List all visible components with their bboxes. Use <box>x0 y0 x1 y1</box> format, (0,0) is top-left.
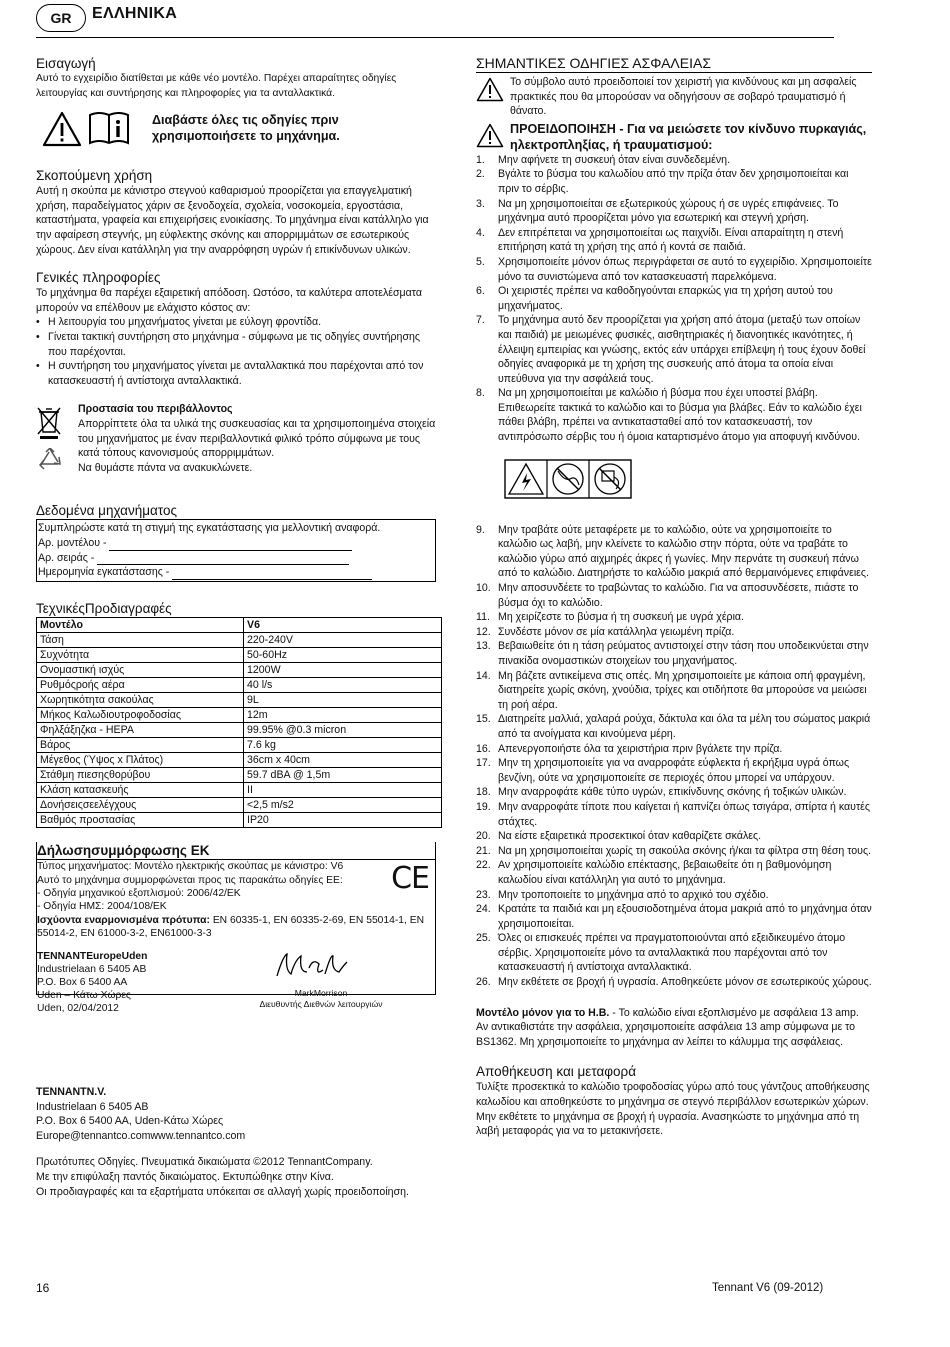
general-info-title: Γενικές πληροφορίες <box>36 270 161 286</box>
storage-title: Αποθήκευση και μεταφορά <box>476 1064 637 1080</box>
signer-name: MarkMorrison <box>294 988 348 999</box>
general-info-bullet: • Γίνεται τακτική συντήρηση στο μηχάνημα - σύμφωνα με τις οδηγίες συντήρησης που παρέχονται. <box>36 330 436 359</box>
specs-table <box>36 617 442 828</box>
serial-label: Αρ. σειράς - <box>38 551 95 564</box>
instruction-text: Το μηχάνημα αυτό δεν προορίζεται για χρήση από άτομα (μεταξύ των οποίων και παιδιά) με μειωμένες φυσικές, αισθητηριακές ή διανοητικές ικανότητες, ή έλλειψη εμπειρίας και γνώσης, εκτός εάν υπάρχει επίβλεψη ή τους έχουν δοθεί οδηγίες αναφορικά με τη χρήση της συσκευής από άτομα τα οποία είναι υπεύθυνα για την ασφάλειά τους. <box>498 314 866 385</box>
instruction-text: Απενεργοποιήστε όλα τα χειριστήρια πριν βγάλετε την πρίζα. <box>498 742 783 755</box>
ec-line: - Οδηγία ΗΜΣ: 2004/108/ΕΚ <box>37 901 167 913</box>
safety-instruction <box>476 625 872 640</box>
instruction-number: 16. <box>476 742 491 755</box>
safety-list-a <box>476 153 872 445</box>
instruction-number: 9. <box>476 523 485 536</box>
environment-block <box>36 402 436 486</box>
spec-row <box>37 633 442 648</box>
ec-address-line: P.O. Box 6 5400 AA <box>37 977 128 989</box>
instruction-number: 5. <box>476 255 485 268</box>
spec-label: Μήκος Καλωδιουτροφοδοσίας <box>37 708 244 723</box>
instruction-text: Χρησιμοποιείτε μόνον όπως περιγράφεται σε αυτό το εγχειρίδιο. Χρησιμοποιείτε μόνο τα συνιστώμενα από τον κατασκευαστή παρελκόμενα. <box>498 255 872 283</box>
uk-model-label: Μοντέλο μόνον για το Η.Β. <box>476 1006 610 1019</box>
intro-title: Εισαγωγή <box>36 56 96 71</box>
spec-label: Μοντέλο <box>37 618 244 633</box>
spec-row <box>37 783 442 798</box>
intro-text: Αυτό το εγχειρίδιο διατίθεται με κάθε νέο μοντέλο. Παρέχει απαραίτητες οδηγίες λειτουργίας και συντήρησης και πληροφορίες για τα ανταλλακτικά. <box>36 73 397 99</box>
warning-triangle-icon <box>476 77 504 102</box>
tennant-nv-line: Industrielaan 6 5405 AB <box>36 1100 149 1113</box>
spec-row <box>37 753 442 768</box>
machine-data-box <box>36 520 436 582</box>
safety-instruction <box>476 153 872 168</box>
signature-image <box>273 950 353 982</box>
language-title: ΕΛΛΗΝΙΚΑ <box>92 5 178 22</box>
spec-label: Στάθμη πιεσηςθορύβου <box>37 768 244 783</box>
instruction-text: Αν χρησιμοποιείτε καλώδιο επέκτασης, βεβαιωθείτε ότι η βαθμονόμηση καλωδίου είναι κατάλληλη για αυτό το μηχάνημα. <box>498 859 832 886</box>
instruction-number: 3. <box>476 197 485 210</box>
specs-title: ΤεχνικέςΠροδιαγραφές <box>36 601 172 617</box>
cord-hazard-pictograms-icon <box>504 459 632 499</box>
instruction-text: Μην τραβάτε ούτε μεταφέρετε με το καλώδιο, ούτε να χρησιμοποιείτε το καλώδιο ως λαβή, μην κλείνετε το καλώδιο στην πόρτα, ούτε να τραβάτε το καλώδιο γύρω από αιχμηρές άκρες ή γωνίες. Μην περνάτε τη συσκευή πάνω από το καλώδιο. Διατηρήστε το καλώδιο μακριά από θερμαινόμενες επιφάνειες. <box>498 523 869 580</box>
environment-recycle: Να θυμάστε πάντα να ανακυκλώνετε. <box>78 461 253 474</box>
general-info-text: Το μηχάνημα θα παρέχει εξαιρετική απόδοση. Ωστόσο, τα καλύτερα αποτελέσματα μπορούν να επέλθουν με ελάχιστο κόστος αν: <box>36 287 422 314</box>
machine-data-intro: Συμπληρώστε κατά τη στιγμή της εγκατάστασης για μελλοντική αναφορά. <box>38 522 381 535</box>
tennant-nv-line: Europe@tennantco.comwww.tennantco.com <box>36 1129 246 1142</box>
instruction-number: 18. <box>476 786 491 799</box>
instruction-text: Δεν επιτρέπεται να χρησιμοποιείται ως παιχνίδι. Είναι απαραίτητη η στενή επιτήρηση κατά τη χρήση της από ή κοντά σε παιδιά. <box>498 226 844 254</box>
instruction-number: 24. <box>476 903 491 916</box>
warning-triangle-icon <box>42 111 82 147</box>
instruction-number: 10. <box>476 582 491 595</box>
environment-text: Απορρίπτετε όλα τα υλικά της συσκευασίας και τα χρησιμοποιημένα στοιχεία του μηχανήματος με έναν περιβαλλοντικά φιλικό τρόπο σύμφωνα με τους κατά τόπους κανονισμούς απορριμμάτων. <box>78 417 436 460</box>
spec-value: <2,5 m/s2 <box>244 798 442 813</box>
instruction-text: Διατηρείτε μαλλιά, χαλαρά ρούχα, δάκτυλα και όλα τα μέλη του σώματος μακριά από τα ανοίγματα και κινούμενα μέρη. <box>498 713 871 740</box>
spec-value: 9L <box>244 693 442 708</box>
spec-value: 59.7 dBA @ 1,5m <box>244 768 442 783</box>
general-info-bullet: • Η λειτουργία του μηχανήματος γίνεται με εύλογη φροντίδα. <box>36 315 436 330</box>
spec-value: 1200W <box>244 663 442 678</box>
spec-row <box>37 678 442 693</box>
tennant-nv-block <box>36 1085 446 1199</box>
instruction-text: Κρατάτε τα παιδιά και μη εξουσιοδοτημένα άτομα μακριά από το μηχάνημα όταν χρησιμοποιείται. <box>498 903 872 930</box>
safety-warning: ΠΡΟΕΙΔΟΠΟΙΗΣΗ - Για να μειώσετε τον κίνδυνο πυρκαγιάς, ηλεκτροπληξίας, ή τραυματισμού: <box>510 121 867 152</box>
install-date-field <box>172 579 372 580</box>
copyright-line: Πρωτότυπες Οδηγίες. Πνευματικά δικαιώματα ©2012 TennantCompany. <box>36 1156 373 1169</box>
cord-warning-pictograms <box>476 453 872 523</box>
tennant-nv-line: P.O. Box 6 5400 AA, Uden-Κάτω Χώρες <box>36 1115 224 1128</box>
instruction-text: Μην εκθέτετε σε βροχή ή υγρασία. Αποθηκεύετε μόνον σε εσωτερικούς χώρους. <box>498 976 872 989</box>
uk-model-note <box>476 1006 872 1050</box>
general-info-bullet: • Η συντήρηση του μηχανήματος γίνεται με ανταλλακτικά που παρέχονται από τον κατασκευαστή ή αντίστοιχα ανταλλακτικά. <box>36 359 436 388</box>
ec-address-line: Uden, 02/04/2012 <box>37 1003 119 1015</box>
spec-row <box>37 648 442 663</box>
safety-instruction <box>476 931 872 975</box>
read-manual-icon <box>88 111 130 145</box>
ec-address-line: Uden – Κάτω Χώρες <box>37 990 131 1002</box>
left-column <box>36 55 436 1015</box>
ec-company: TENNANTEuropeUden <box>37 951 148 963</box>
instruction-number: 22. <box>476 859 491 872</box>
spec-row <box>37 813 442 828</box>
spec-value: 50-60Hz <box>244 648 442 663</box>
spec-label: Ονομαστική ισχύς <box>37 663 244 678</box>
safety-instruction <box>476 581 872 610</box>
safety-title: ΣΗΜΑΝΤΙΚΕΣ ΟΔΗΓΙΕΣ ΑΣΦΑΛΕΙΑΣ <box>476 55 872 73</box>
safety-instruction <box>476 226 872 255</box>
safety-list-b <box>476 523 872 990</box>
machine-data-title: Δεδομένα μηχανήματος <box>36 502 436 520</box>
safety-instruction <box>476 975 872 990</box>
spec-value: 36cm x 40cm <box>244 753 442 768</box>
spec-label: Κλάση κατασκευής <box>37 783 244 798</box>
instruction-text: Μη βάζετε αντικείμενα στις οπές. Μη χρησιμοποιείτε με κάποια οπή φραγμένη, διατηρείτε χωρίς σκόνη, χνούδια, τρίχες και οτιδήποτε θα μπορούσε να μειώσει τη ροή αέρα. <box>498 669 867 711</box>
instruction-number: 17. <box>476 757 491 770</box>
install-date-label: Ημερομηνία εγκατάστασης - <box>38 566 170 579</box>
spec-row <box>37 693 442 708</box>
spec-label: Συχνότητα <box>37 648 244 663</box>
ec-standards-label: Ισχύοντα εναρμονισμένα πρότυπα: <box>37 914 210 926</box>
spec-value: IP20 <box>244 813 442 828</box>
spec-row <box>37 618 442 633</box>
page-number: 16 <box>36 1281 50 1295</box>
instruction-number: 19. <box>476 800 491 813</box>
spec-row <box>37 723 442 738</box>
instruction-text: Όλες οι επισκευές πρέπει να πραγματοποιούνται από εξειδικευμένο άτομο σέρβις. Χρησιμοποιείτε μόνο τα ανταλλακτικά που παρέχονται από τον κατασκευαστή ή αντίστοιχα ανταλλακτικά. <box>498 932 846 974</box>
ec-line: Τύπος μηχανήματος: Μοντέλο ηλεκτρικής σκούπας με κάνιστρο: V6 <box>37 861 344 873</box>
safety-instruction <box>476 742 872 757</box>
model-label: Αρ. μοντέλου - <box>38 536 107 549</box>
safety-instruction <box>476 255 872 284</box>
safety-instruction <box>476 610 872 625</box>
instruction-number: 14. <box>476 669 491 682</box>
safety-instruction <box>476 639 872 668</box>
safety-instruction <box>476 313 872 386</box>
recycle-icon <box>36 448 64 474</box>
safety-instruction <box>476 712 872 741</box>
safety-instruction <box>476 167 872 196</box>
instruction-number: 26. <box>476 976 491 989</box>
instruction-text: Να μη χρησιμοποιείται με καλώδιο ή βύσμα που έχει υποστεί βλάβη. Επιθεωρείτε τακτικά το καλώδιο και το βύσμα για βλάβες. Εάν το καλώδιο έχει πάθει βλάβη, πρέπει να αντικατασταθεί από τον κατασκευαστή, τον αντιπρόσωπο σέρβις του ή όμοια καταρτισμένο άτομο για αποφυγή κινδύνου. <box>498 387 862 444</box>
instruction-number: 7. <box>476 314 485 327</box>
intended-use-text: Αυτή η σκούπα με κάνιστρο στεγνού καθαρισμού προορίζεται για επαγγελματική χρήση, παραδείγματος χάριν σε ξενοδοχεία, σχολεία, νοσοκομεία, εργοστάσια, καταστήματα, γραφεία και επιχειρήσεις ενοικίασης. Το μηχάνημα είναι κατάλληλο για την αφαίρεση στεγνής, μη εύφλεκτης σκόνης και απορριμμάτων σε εσωτερικούς χώρους. Δεν είναι κατάλληλη για την αναρρόφηση υγρών ή επικίνδυνων υλικών. <box>36 185 429 256</box>
spec-value: 220-240V <box>244 633 442 648</box>
instruction-text: Μη χειρίζεστε το βύσμα ή τη συσκευή με υγρά χέρια. <box>498 611 744 624</box>
safety-symbol-text: Το σύμβολο αυτό προειδοποιεί τον χειριστή για κινδύνους και μη ασφαλείς πρακτικές που θα μπορούσαν να οδηγήσουν σε σοβαρό τραυματισμό ή θάνατο. <box>510 76 857 118</box>
spec-row <box>37 663 442 678</box>
spec-label: Βάρος <box>37 738 244 753</box>
spec-row <box>37 768 442 783</box>
safety-instruction <box>476 785 872 800</box>
safety-warning-row <box>476 121 872 153</box>
instruction-text: Βεβαιωθείτε ότι η τάση ρεύματος αντιστοιχεί στην τάση που υποδεικνύεται στην πινακίδα ονομαστικών στοιχείων του μηχανήματος. <box>498 640 869 667</box>
instruction-text: Μην αποσυνδέετε το τραβώντας το καλώδιο. Για να αποσυνδέσετε, πιάστε το βύσμα όχι το καλώδιο. <box>498 582 859 609</box>
spec-value: 12m <box>244 708 442 723</box>
instruction-text: Οι χειριστές πρέπει να καθοδηγούνται επαρκώς για τη χρήση αυτού του μηχανήματος. <box>498 285 833 312</box>
instruction-number: 1. <box>476 153 485 166</box>
storage-text: Τυλίξτε προσεκτικά το καλώδιο τροφοδοσίας γύρω από τους γάντζους αποθήκευσης καλωδίου και αποθηκεύστε το μηχάνημα σε στεγνό περιβάλλον εσωτερικών χώρων. Μην εκθέτετε το μηχάνημα σε βροχή ή υγρασία. Ανασηκώστε το μηχάνημα από τη λαβή μεταφοράς για να το μετακινήσετε. <box>476 1081 870 1138</box>
spec-value: 99.95% @0.3 micron <box>244 723 442 738</box>
instruction-number: 20. <box>476 830 491 843</box>
instruction-number: 4. <box>476 226 485 239</box>
instruction-text: Συνδέστε μόνον σε μία κατάλληλα γειωμένη πρίζα. <box>498 625 735 638</box>
instruction-text: Να μη χρησιμοποιείται σε εξωτερικούς χώρους ή σε υγρές επιφάνειες. Το μηχάνημα αυτό προορίζεται μόνο για εσωτερική και στεγνή χρήση. <box>498 197 839 225</box>
spec-label: Τάση <box>37 633 244 648</box>
instruction-number: 13. <box>476 640 491 653</box>
spec-label: Μέγεθος (Ύψος x Πλάτος) <box>37 753 244 768</box>
instruction-number: 6. <box>476 285 485 298</box>
warning-triangle-icon <box>476 123 504 148</box>
spec-row <box>37 798 442 813</box>
instruction-text: Μην αναρροφάτε τίποτε που καίγεται ή καπνίζει όπως τσιγάρα, σπίρτα ή καυτές στάχτες. <box>498 800 870 828</box>
safety-instruction <box>476 844 872 859</box>
instruction-number: 23. <box>476 888 491 901</box>
spec-value: 7.6 kg <box>244 738 442 753</box>
header-rule <box>36 37 834 38</box>
instruction-number: 15. <box>476 713 491 726</box>
instruction-text: Μην αναρροφάτε κάθε τύπο υγρών, επικίνδυνης σκόνης ή τοξικών υλικών. <box>498 786 847 799</box>
spec-label: Χωρητικότητα σακούλας <box>37 693 244 708</box>
read-all-notice: Διαβάστε όλες τις οδηγίες πριν χρησιμοποιήσετε το μηχάνημα. <box>152 113 340 144</box>
spec-value: II <box>244 783 442 798</box>
ec-line: - Οδηγία μηχανικού εξοπλισμού: 2006/42/ΕΚ <box>37 887 241 899</box>
instruction-text: Να είστε εξαιρετικά προσεκτικοί όταν καθαρίζετε σκάλες. <box>498 830 762 843</box>
instruction-number: 8. <box>476 387 485 400</box>
safety-instruction <box>476 386 872 444</box>
safety-instruction <box>476 800 872 829</box>
copyright-line: Με την επιφύλαξη παντός δικαιώματος. Εκτυπώθηκε στην Κίνα. <box>36 1170 334 1183</box>
ce-mark-icon: CE <box>391 861 429 897</box>
spec-label: Βαθμός προστασίας <box>37 813 244 828</box>
spec-value: V6 <box>244 618 442 633</box>
uk-model-text: - Το καλώδιο είναι εξοπλισμένο με ασφάλεια 13 amp. Αν αντικαθιστάτε την ασφάλεια, χρησιμοποιείτε ασφάλεια 13 amp σύμφωνα με το BS1362. Μη χρησιμοποιείτε το μηχάνημα αν λείπει το κάλυμμα της ασφάλειας. <box>476 1006 859 1048</box>
ec-address-line: Industrielaan 6 5405 AB <box>37 964 147 976</box>
doc-reference: Tennant V6 (09-2012) <box>712 1282 824 1294</box>
right-column <box>476 55 872 1139</box>
environment-title: Προστασία του περιβάλλοντος <box>78 403 233 416</box>
spec-value: 40 l/s <box>244 678 442 693</box>
copyright-line: Οι προδιαγραφές και τα εξαρτήματα υπόκειται σε αλλαγή χωρίς προειδοποίηση. <box>36 1185 409 1198</box>
instruction-number: 25. <box>476 932 491 945</box>
instruction-text: Μην τη χρησιμοποιείτε για να αναρροφάτε εύφλεκτα ή εκρήξιμα υγρά όπως βενζίνη, ούτε να χρησιμοποιείτε σε περιοχές όπου μπορεί να υπάρχουν. <box>498 757 850 784</box>
spec-label: Ρυθμόςροής αέρα <box>37 678 244 693</box>
safety-instruction <box>476 284 872 313</box>
instruction-number: 11. <box>476 611 490 624</box>
instruction-text: Να μη χρησιμοποιείται χωρίς τη σακούλα σκόνης ή/και τα φίλτρα στη θέση τους. <box>498 844 871 857</box>
safety-instruction <box>476 829 872 844</box>
ec-standards: EN 60335-1, EN 60335-2-69, EN 55014-1, EN 55014-2, EN 61000-3-2, EN61000-3-3 <box>37 914 425 939</box>
safety-symbol-row <box>476 75 872 119</box>
tennant-nv-name: TENNANTN.V. <box>36 1086 107 1098</box>
ec-declaration-box <box>36 842 436 1015</box>
safety-instruction <box>476 858 872 887</box>
safety-instruction <box>476 902 872 931</box>
instruction-text: Βγάλτε το βύσμα του καλωδίου από την πρίζα όταν δεν χρησιμοποιείται και πριν το σέρβις. <box>498 168 849 195</box>
safety-instruction <box>476 523 872 581</box>
read-manual-block <box>36 109 436 155</box>
spec-row <box>37 708 442 723</box>
ec-title: Δήλωσησυμμόρφωσης ΕΚ <box>37 842 435 860</box>
safety-instruction <box>476 669 872 713</box>
instruction-number: 2. <box>476 168 485 181</box>
safety-instruction <box>476 888 872 903</box>
language-badge: GR <box>36 4 86 32</box>
instruction-number: 12. <box>476 625 491 638</box>
instruction-number: 21. <box>476 844 491 857</box>
spec-label: Φηλξάξηζκα - HEPA <box>37 723 244 738</box>
spec-label: Δονήσειςσεελέγχους <box>37 798 244 813</box>
spec-row <box>37 738 442 753</box>
safety-instruction <box>476 197 872 226</box>
instruction-text: Μην αφήνετε τη συσκευή όταν είναι συνδεδεμένη. <box>498 153 731 166</box>
intended-use-title: Σκοπούμενη χρήση <box>36 168 153 184</box>
signer-title: Διευθυντής Διεθνών λειτουργιών <box>259 999 383 1010</box>
safety-instruction <box>476 756 872 785</box>
ec-line: Αυτό το μηχάνημα συμμορφώνεται προς τις παρακάτω οδηγίες ΕΕ: <box>37 874 343 886</box>
weee-bin-icon <box>36 406 62 440</box>
instruction-text: Μην τροποποιείτε το μηχάνημα από το αρχικό του σχέδιο. <box>498 888 769 901</box>
